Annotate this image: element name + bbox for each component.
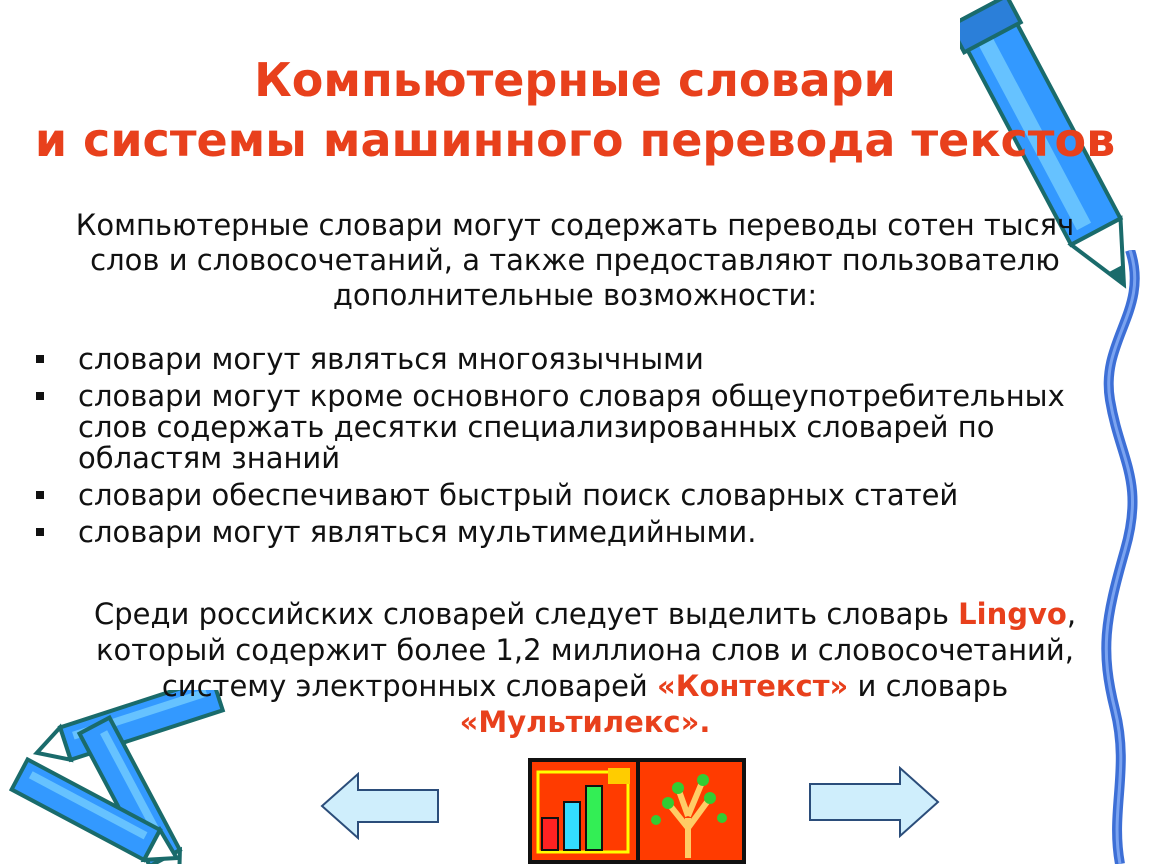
- page-title-line-2: и системы машинного перевода текстов: [34, 113, 1116, 167]
- list-item-text: словари могут являться многоязычными: [78, 342, 704, 376]
- list-item: [36, 344, 1076, 375]
- outro-end: .: [699, 705, 711, 739]
- bullet-icon: [36, 392, 44, 400]
- outro-text-3: и словарь: [848, 669, 1009, 703]
- intro-paragraph: Компьютерные словари могут содержать переводы сотен тысяч слов и словосочетаний, а также предоставляют пользователю дополнительные возможности:: [75, 208, 1075, 312]
- features-list: [36, 344, 1076, 554]
- home-slide-button[interactable]: [528, 758, 746, 864]
- prev-slide-button[interactable]: [320, 772, 440, 840]
- outro-text-1: Среди российских словарей следует выделить словарь: [93, 597, 959, 631]
- lingvo-highlight: Lingvo: [958, 597, 1067, 631]
- list-item: [36, 381, 1076, 474]
- ribbon-decoration-icon: [1090, 250, 1150, 864]
- outro-paragraph: [60, 596, 1110, 740]
- bullet-icon: [36, 491, 44, 499]
- bullet-icon: [36, 528, 44, 536]
- list-item-text: словари могут кроме основного словаря общеупотребительных слов содержать десятки специализированных словарей по областям знаний: [78, 379, 1065, 475]
- arrow-right-icon: [810, 768, 938, 836]
- bullet-icon: [36, 355, 44, 363]
- next-slide-button[interactable]: [808, 766, 940, 838]
- list-item-text: словари обеспечивают быстрый поиск словарных статей: [78, 478, 959, 512]
- outro-text-2: , который содержит более 1,2 миллиона слов и словосочетаний, систему электронных словарей: [96, 597, 1077, 703]
- list-item: [36, 517, 1076, 548]
- arrow-left-icon: [322, 774, 438, 838]
- multilex-highlight: «Мультилекс»: [459, 705, 700, 739]
- page-title-line-1: Компьютерные словари: [254, 53, 896, 107]
- chart-picture-icon: [528, 758, 746, 864]
- kontekst-highlight: «Контекст»: [657, 669, 849, 703]
- list-item-text: словари могут являться мультимедийными.: [78, 515, 757, 549]
- list-item: [36, 480, 1076, 511]
